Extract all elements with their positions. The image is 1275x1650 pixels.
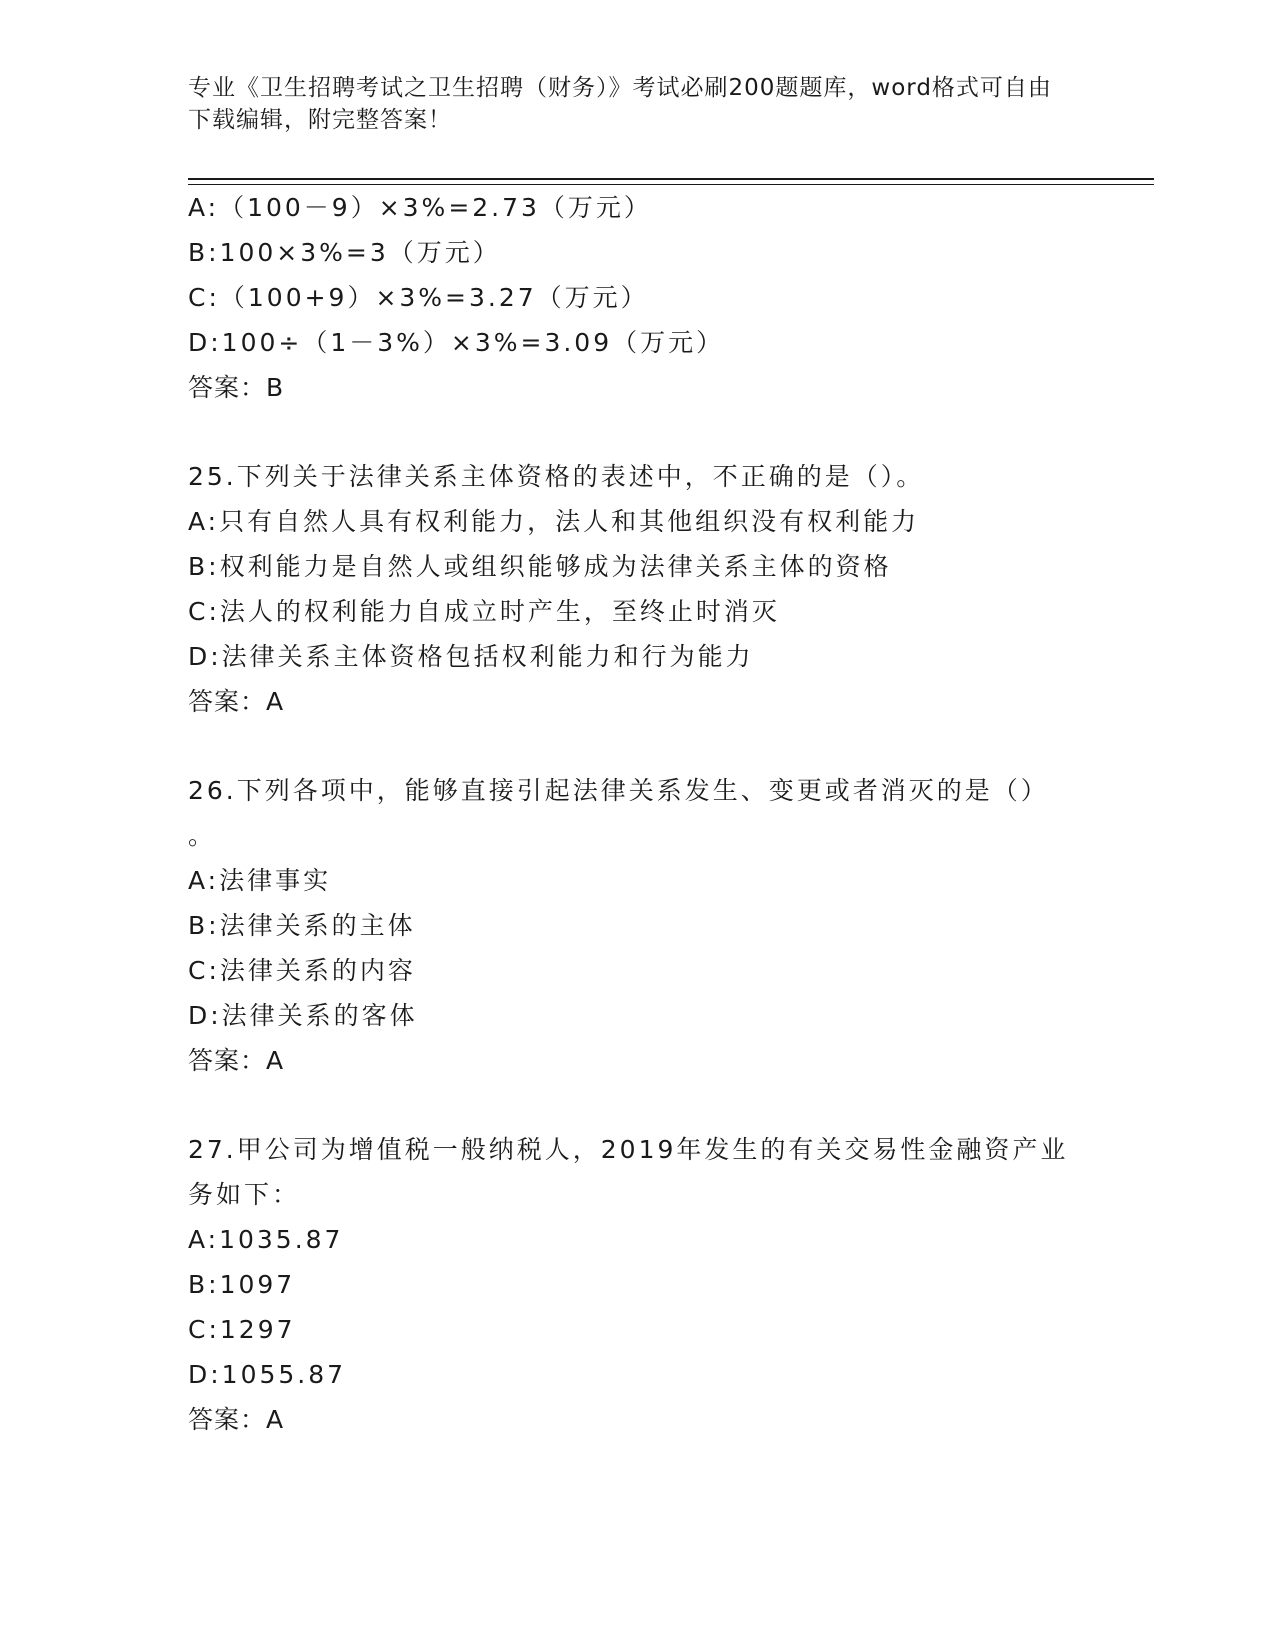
q27-question-line1: 27.甲公司为增值税一般纳税人，2019年发生的有关交易性金融资产业 xyxy=(188,1135,1069,1164)
q26-option-c: C:法律关系的内容 xyxy=(188,956,416,985)
header-divider xyxy=(188,178,1154,180)
q25-question: 25.下列关于法律关系主体资格的表述中，不正确的是（）。 xyxy=(188,462,925,491)
q27-option-c: C:1297 xyxy=(188,1315,296,1344)
q27-option-a: A:1035.87 xyxy=(188,1225,344,1254)
q25-option-b: B:权利能力是自然人或组织能够成为法律关系主体的资格 xyxy=(188,552,892,581)
q26-question-line2: 。 xyxy=(188,821,217,850)
q27-option-d: D:1055.87 xyxy=(188,1360,347,1389)
document-title: 专业《卫生招聘考试之卫生招聘（财务）》考试必刷200题题库，word格式可自由下载编辑，附完整答案！ xyxy=(188,75,1052,133)
q24-answer: 答案：B xyxy=(188,373,285,402)
q27-option-b: B:1097 xyxy=(188,1270,296,1299)
q24-option-d: D:100÷（1－3%）×3%=3.09（万元） xyxy=(188,328,725,357)
q26-option-a: A:法律事实 xyxy=(188,866,332,895)
q24-option-b: B:100×3%=3（万元） xyxy=(188,238,501,267)
header-divider-thin xyxy=(188,184,1154,185)
q24-option-a: A:（100－9）×3%=2.73（万元） xyxy=(188,193,652,222)
q25-option-c: C:法人的权利能力自成立时产生，至终止时消灭 xyxy=(188,597,780,626)
q25-option-a: A:只有自然人具有权利能力，法人和其他组织没有权利能力 xyxy=(188,507,920,536)
q26-option-d: D:法律关系的客体 xyxy=(188,1001,418,1030)
q25-option-d: D:法律关系主体资格包括权利能力和行为能力 xyxy=(188,642,754,671)
q24-option-c: C:（100+9）×3%=3.27（万元） xyxy=(188,283,649,312)
q27-answer: 答案：A xyxy=(188,1405,285,1434)
q26-answer: 答案：A xyxy=(188,1046,285,1075)
q26-option-b: B:法律关系的主体 xyxy=(188,911,416,940)
q25-answer: 答案：A xyxy=(188,687,285,716)
q26-question-line1: 26.下列各项中，能够直接引起法律关系发生、变更或者消灭的是（） xyxy=(188,776,1049,805)
q27-question-line2: 务如下： xyxy=(188,1180,301,1209)
